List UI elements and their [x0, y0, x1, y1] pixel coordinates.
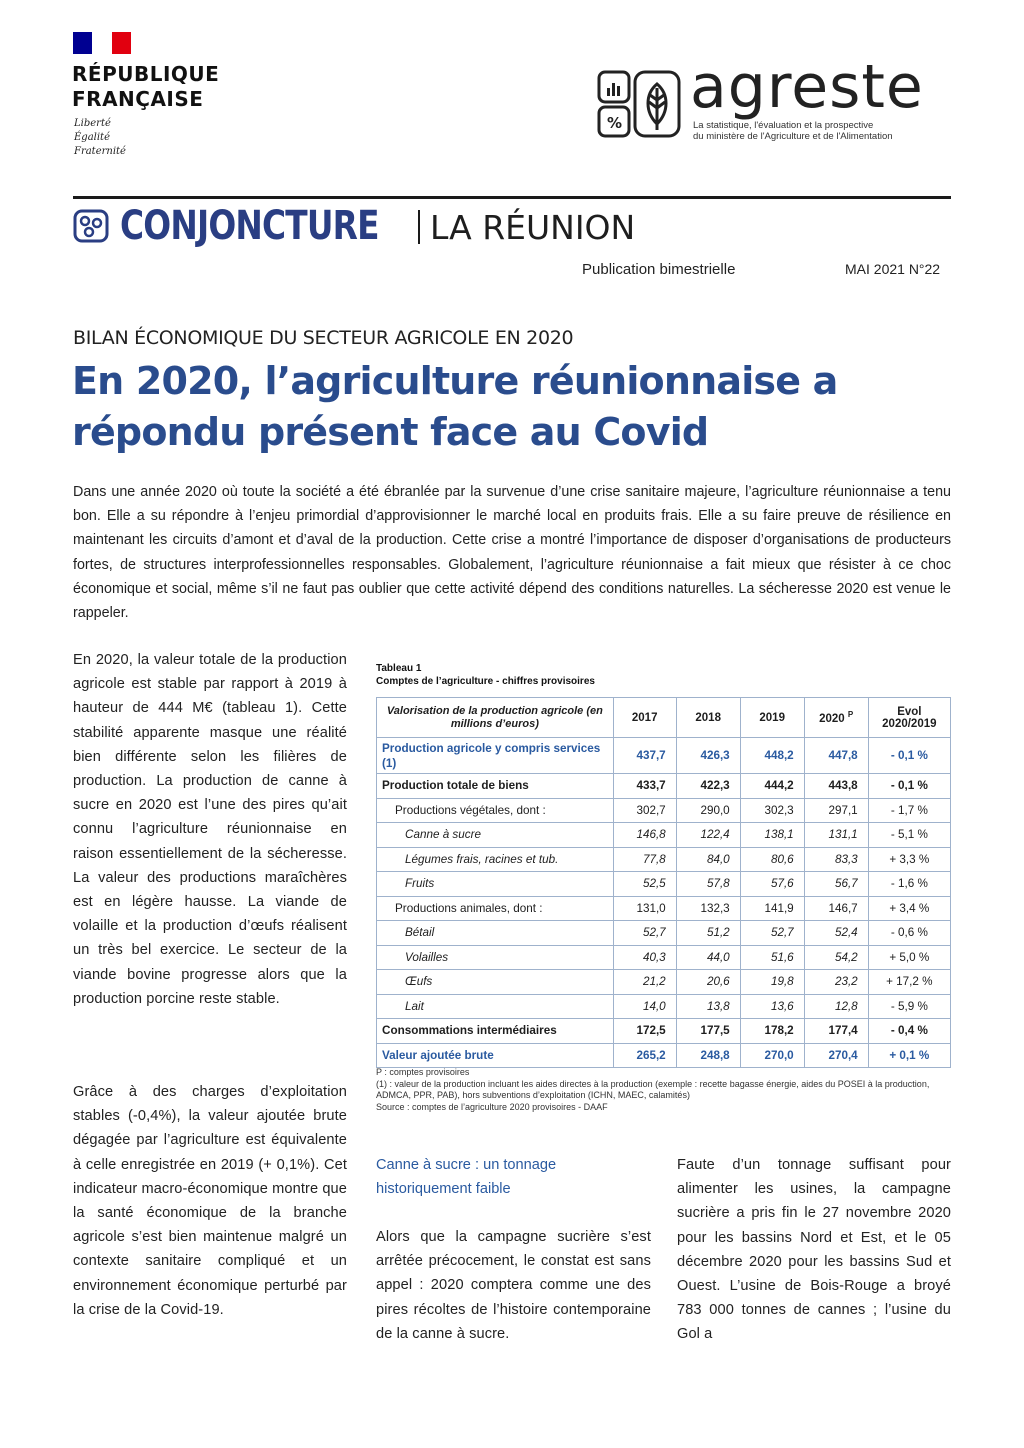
body-paragraph-2: Grâce à des charges d’exploitation stables (-0,4%), la valeur ajoutée brute dégagée par l’agriculture est équivalente à celle enregistrée en 2019 (+ 0,1%). Cet indicateur macro-économique montre que la santé économique de la branche agricole s’est bien maintenue malgré un contexte sanitaire compliqué et un environnement économique perturbé par la crise de la Covid-19.: [73, 1084, 347, 1318]
banner-separator: [418, 210, 420, 244]
row-value-2018: 248,8: [676, 1043, 740, 1068]
row-evol: - 0,1 %: [868, 774, 950, 799]
row-value-2017: 265,2: [613, 1043, 676, 1068]
table-header-row: [377, 698, 951, 738]
row-label: Production agricole y compris services (1): [377, 738, 614, 774]
agreste-subtitle-line1: La statistique, l'évaluation et la prospective: [693, 120, 874, 131]
table-row: [377, 798, 951, 823]
agreste-subtitle-line2: du ministère de l'Agriculture et de l'Alimentation: [693, 131, 893, 142]
motto-fraternite: Fraternité: [74, 146, 126, 157]
row-value-2020: 447,8: [804, 738, 868, 774]
row-evol: - 5,9 %: [868, 994, 950, 1019]
row-value-2019: 52,7: [740, 921, 804, 946]
row-label: Bétail: [377, 921, 614, 946]
table-note-provisional: P : comptes provisoires: [376, 1067, 470, 1077]
agriculture-accounts-table: [376, 697, 951, 1068]
row-evol: + 17,2 %: [868, 970, 950, 995]
row-value-2018: 422,3: [676, 774, 740, 799]
row-value-2017: 40,3: [613, 945, 676, 970]
rf-motto: [74, 117, 126, 159]
row-value-2019: 141,9: [740, 896, 804, 921]
table-header-2020-label: 2020: [819, 712, 845, 725]
row-value-2018: 51,2: [676, 921, 740, 946]
row-evol: - 1,6 %: [868, 872, 950, 897]
row-value-2020: 23,2: [804, 970, 868, 995]
article-headline: En 2020, l’agriculture réunionnaise a répondu présent face au Covid: [72, 359, 838, 454]
row-value-2020: 83,3: [804, 847, 868, 872]
row-label: Valeur ajoutée brute: [377, 1043, 614, 1068]
row-label: Production totale de biens: [377, 774, 614, 799]
row-label: Canne à sucre: [377, 823, 614, 848]
row-label: Lait: [377, 994, 614, 1019]
table-number: Tableau 1: [376, 663, 422, 674]
table-row: [377, 1043, 951, 1068]
body-paragraph-4: Faute d’un tonnage suffisant pour alimenter les usines, la campagne sucrière a pris fin le 27 novembre 2020 pour les bassins Nord et Est, et le 05 décembre 2020 pour les bassins Sud et Ouest. L’usine de Bois-Rouge a broyé 783 000 tonnes de cannes ; l’usine du Gol a: [677, 1157, 951, 1343]
row-value-2018: 122,4: [676, 823, 740, 848]
row-value-2017: 437,7: [613, 738, 676, 774]
table-header-label: Valorisation de la production agricole (en millions d’euros): [377, 698, 614, 738]
section-subheading: Canne à sucre : un tonnage historiquement faible: [376, 1157, 557, 1198]
row-evol: - 5,1 %: [868, 823, 950, 848]
table-header-2020: [804, 698, 868, 738]
table-caption: Comptes de l’agriculture - chiffres provisoires: [376, 676, 595, 687]
row-value-2019: 138,1: [740, 823, 804, 848]
publication-type: Publication bimestrielle: [582, 261, 736, 278]
row-value-2020: 443,8: [804, 774, 868, 799]
publication-number: MAI 2021 N°22: [845, 261, 941, 277]
row-label: Productions animales, dont :: [377, 896, 614, 921]
row-value-2017: 77,8: [613, 847, 676, 872]
row-value-2018: 13,8: [676, 994, 740, 1019]
conjoncture-icon: [73, 209, 109, 243]
row-value-2020: 146,7: [804, 896, 868, 921]
table-row: [377, 945, 951, 970]
row-value-2019: 19,8: [740, 970, 804, 995]
row-value-2017: 302,7: [613, 798, 676, 823]
row-value-2018: 20,6: [676, 970, 740, 995]
table-row: [377, 872, 951, 897]
row-evol: + 0,1 %: [868, 1043, 950, 1068]
row-value-2019: 178,2: [740, 1019, 804, 1044]
motto-egalite: Égalité: [74, 132, 110, 143]
row-value-2020: 56,7: [804, 872, 868, 897]
table-header-2019: 2019: [740, 698, 804, 738]
svg-text:%: %: [607, 114, 623, 132]
row-evol: - 1,7 %: [868, 798, 950, 823]
table-label: [376, 662, 595, 688]
row-value-2018: 44,0: [676, 945, 740, 970]
table-header-2018: 2018: [676, 698, 740, 738]
row-value-2017: 52,5: [613, 872, 676, 897]
table-row: [377, 1019, 951, 1044]
row-evol: + 3,3 %: [868, 847, 950, 872]
body-paragraph-1: En 2020, la valeur totale de la production agricole est stable par rapport à 2019 à hauteur de 444 M€ (tableau 1). Cette stabilité apparente masque une réalité bien différente selon les filières de production. La production de canne à sucre en 2020 est l’une des pires qu’ait connu l’agriculture réunionnaise en raison essentiellement de la sécheresse. La valeur des productions maraîchères est en légère hausse. La viande de volaille et la production d’œufs réalisent un très bel exercice. Le secteur de la viande bovine progresse alors que la production porcine reste stable.: [73, 652, 347, 1007]
row-label: Productions végétales, dont :: [377, 798, 614, 823]
series-title: CONJONCTURE: [120, 203, 379, 249]
marianne-flag-icon: [73, 32, 131, 54]
row-value-2017: 52,7: [613, 921, 676, 946]
agreste-logo-icon: [597, 70, 683, 138]
row-value-2020: 297,1: [804, 798, 868, 823]
table-row: [377, 847, 951, 872]
row-value-2020: 270,4: [804, 1043, 868, 1068]
row-label: Fruits: [377, 872, 614, 897]
row-value-2020: 131,1: [804, 823, 868, 848]
row-value-2019: 270,0: [740, 1043, 804, 1068]
agreste-subtitle: [693, 120, 893, 142]
row-value-2019: 80,6: [740, 847, 804, 872]
row-evol: - 0,1 %: [868, 738, 950, 774]
header-divider: [73, 196, 951, 199]
row-label: Œufs: [377, 970, 614, 995]
table-header-2020-sup: P: [847, 710, 854, 720]
row-value-2018: 290,0: [676, 798, 740, 823]
row-label: Légumes frais, racines et tub.: [377, 847, 614, 872]
row-value-2017: 146,8: [613, 823, 676, 848]
row-value-2020: 12,8: [804, 994, 868, 1019]
agreste-wordmark: agreste: [690, 52, 924, 122]
republique-francaise-logo: [72, 62, 219, 112]
row-value-2019: 302,3: [740, 798, 804, 823]
row-evol: + 3,4 %: [868, 896, 950, 921]
row-evol: + 5,0 %: [868, 945, 950, 970]
table-row: [377, 774, 951, 799]
row-value-2019: 51,6: [740, 945, 804, 970]
table-source: Source : comptes de l’agriculture 2020 provisoires - DAAF: [376, 1101, 608, 1112]
rf-line-2: FRANÇAISE: [72, 87, 204, 111]
row-value-2017: 433,7: [613, 774, 676, 799]
row-evol: - 0,4 %: [868, 1019, 950, 1044]
table-note-footnote: (1) : valeur de la production incluant les aides directes à la production (exemple : recette bagasse énergie, aides du POSEI à la production, ADMCA, PPR, PAB), hors subventions d’exploitation (ICHN, MAEC, calamités): [376, 1078, 930, 1100]
row-value-2018: 84,0: [676, 847, 740, 872]
row-evol: - 0,6 %: [868, 921, 950, 946]
row-value-2018: 177,5: [676, 1019, 740, 1044]
table-header-evol: Evol 2020/2019: [868, 698, 950, 738]
table-row: [377, 921, 951, 946]
table-row: [377, 738, 951, 774]
motto-liberte: Liberté: [74, 118, 111, 129]
row-value-2019: 444,2: [740, 774, 804, 799]
article-lead: Dans une année 2020 où toute la société a été ébranlée par la survenue d’une crise sanitaire majeure, l’agriculture réunionnaise a tenu bon. Elle a su répondre à l’enjeu primordial d’approvisionner le marché local en produits frais. Elle a su faire preuve de résilience en maintenant les circuits d’amont et d’aval de la production. Cette crise a montré l’importance de disposer d’organisations de producteurs fortes, de structures interprofessionnelles responsables. Globalement, l’agriculture réunionnaise a fait mieux que résister à ce choc économique et social, même s’il ne faut pas oublier que cette activité dépend des conditions naturelles. La sécheresse 2020 est venue le rappeler.: [73, 484, 951, 622]
row-label: Consommations intermédiaires: [377, 1019, 614, 1044]
row-value-2018: 57,8: [676, 872, 740, 897]
article-kicker: BILAN ÉCONOMIQUE DU SECTEUR AGRICOLE EN 2020: [73, 327, 574, 349]
row-value-2020: 52,4: [804, 921, 868, 946]
body-paragraph-3: Alors que la campagne sucrière s’est arrêtée précocement, le constat est sans appel : 2020 comptera comme une des pires récoltes de l’histoire contemporaine de la canne à sucre.: [376, 1229, 651, 1342]
row-value-2020: 54,2: [804, 945, 868, 970]
row-value-2017: 21,2: [613, 970, 676, 995]
row-value-2019: 448,2: [740, 738, 804, 774]
row-value-2018: 132,3: [676, 896, 740, 921]
table-header-2017: 2017: [613, 698, 676, 738]
row-value-2017: 131,0: [613, 896, 676, 921]
table-row: [377, 896, 951, 921]
table-row: [377, 994, 951, 1019]
row-value-2018: 426,3: [676, 738, 740, 774]
row-value-2017: 14,0: [613, 994, 676, 1019]
table-row: [377, 823, 951, 848]
row-value-2019: 57,6: [740, 872, 804, 897]
table-row: [377, 970, 951, 995]
row-value-2020: 177,4: [804, 1019, 868, 1044]
row-value-2019: 13,6: [740, 994, 804, 1019]
row-label: Volailles: [377, 945, 614, 970]
rf-line-1: RÉPUBLIQUE: [72, 62, 220, 86]
table-notes: [376, 1067, 951, 1113]
row-value-2017: 172,5: [613, 1019, 676, 1044]
region-title: LA RÉUNION: [430, 208, 636, 247]
